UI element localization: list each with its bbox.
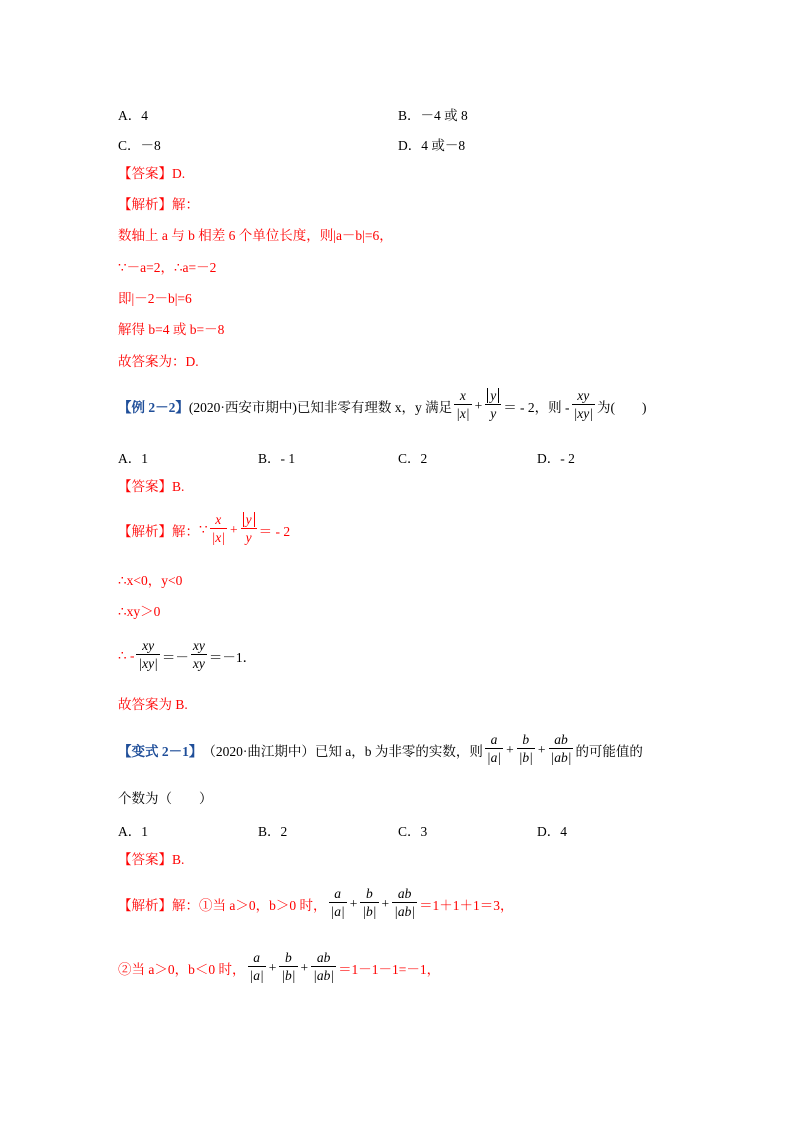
answer-1: 【答案】D. <box>118 166 186 181</box>
option-b: B．- 1 <box>258 451 296 466</box>
variant-2-1-stem-2: 个数为（ ） <box>118 791 213 806</box>
option-c: C．－8 <box>118 138 161 153</box>
variant-tag: 【变式 2－1】 <box>118 743 203 759</box>
option-a: A．1 <box>118 451 148 466</box>
analysis-1-line-1: 数轴上 a 与 b 相差 6 个单位长度，则|a－b|=6， <box>118 228 393 243</box>
answer-2: 【答案】B. <box>118 479 185 494</box>
option-a: A．1 <box>118 824 148 839</box>
analysis-1-line-2: ∵－a=2，∴a=－2 <box>118 260 217 275</box>
analysis-1-line-3: 即|－2－b|=6 <box>118 291 192 306</box>
analysis-1-line-4: 解得 b=4 或 b=－8 <box>118 322 225 337</box>
fraction-abs-y-over-y: $\frac{y}{y}$ <box>485 388 501 423</box>
answer-3: 【答案】B. <box>118 852 185 867</box>
analysis-2-line-3: ∴xy＞0 <box>118 604 161 619</box>
analysis-1-line-5: 故答案为：D. <box>118 354 199 369</box>
option-c: C．3 <box>398 824 428 839</box>
option-d: D．4 或－8 <box>398 138 466 153</box>
analysis-label-1: 【解析】解： <box>118 197 199 212</box>
analysis-2-line-4: ∴ - $\frac{xy}{|xy|}$ ＝－ $\frac{xy}{xy}$ ＝－1． <box>118 638 257 671</box>
analysis-2-final: 故答案为 B. <box>118 697 188 712</box>
variant-2-1-stem: 【变式 2－1】 （2020·曲江期中）已知 a，b 为非零的实数，则 $\frac{a}{|a|}$ + $\frac{b}{|b|}$ + $\frac{ab}{|ab|}$ 的可能值的 <box>118 732 643 765</box>
option-c: C．2 <box>398 451 428 466</box>
option-b: B．2 <box>258 824 288 839</box>
example-source: (2020·西安市期中)已知非零有理数 x，y 满足 <box>188 399 453 415</box>
option-d: D．- 2 <box>537 451 575 466</box>
analysis-3-case-2: ②当 a＞0，b＜0 时， $\frac{a}{|a|}$ + $\frac{b}{|b|}$ + $\frac{ab}{|ab|}$ ＝1－1－1=－1， <box>118 950 441 983</box>
option-a: A．4 <box>118 108 148 123</box>
fraction-xy-over-abs-xy: $\frac{xy}{|xy|}$ <box>573 388 593 421</box>
option-b: B．－4 或 8 <box>398 108 468 123</box>
analysis-2-line-1: 【解析】解： ∵ $\frac{x}{|x|}$ + $\frac{y}{y}$ ＝ - 2 <box>118 512 291 545</box>
example-2-2-stem: 【例 2－2】 (2020·西安市期中)已知非零有理数 x，y 满足 $\frac{x}{|x|}$ + $\frac{y}{y}$ ＝ - 2，则 - $\frac{xy}{|xy|}$ 为( ) <box>118 388 647 421</box>
example-tag: 【例 2－2】 <box>118 399 189 415</box>
analysis-2-line-2: ∴x<0，y<0 <box>118 573 183 588</box>
analysis-3-case-1: 【解析】解： ①当 a＞0，b＞0 时， $\frac{a}{|a|}$ + $\frac{b}{|b|}$ + $\frac{ab}{|ab|}$ ＝1＋1＋1＝3， <box>118 886 514 919</box>
fraction-x-over-abs-x: $\frac{x}{|x|}$ <box>456 388 470 421</box>
option-d: D．4 <box>537 824 567 839</box>
